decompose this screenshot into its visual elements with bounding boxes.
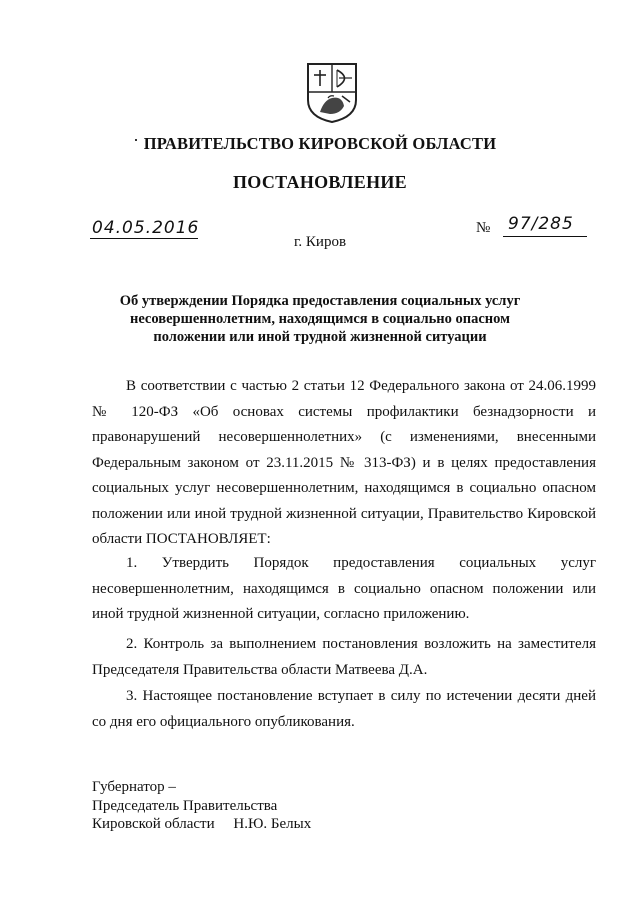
handwritten-date: 04.05.2016	[92, 218, 200, 238]
document-type: ПОСТАНОВЛЕНИЕ	[233, 172, 407, 192]
handwritten-number: 97/285	[508, 214, 574, 234]
signature-block	[92, 778, 311, 834]
signer-title-line-3: Кировской области Н.Ю. Белых	[92, 816, 312, 832]
signer-title-line-2: Председатель Правительства	[92, 797, 278, 814]
signer-title-line-1: Губернатор –	[92, 779, 176, 795]
resolution-item-3: 3. Настоящее постановление вступает в силу по истечении десяти дней со дня его официального опубликования.	[92, 688, 596, 730]
number-underline	[503, 236, 587, 237]
preamble-paragraph: В соответствии с частью 2 статьи 12 Федерального закона от 24.06.1999 № 120-ФЗ «Об основах системы профилактики безнадзорности и правонарушений несовершеннолетних» (с изменениями, внесенными Федеральным законом от 23.11.2015 № 313-ФЗ) и в целях предоставления социальных услуг несовершеннолетним, находящимся в социально опасном положении или иной трудной жизненной ситуации, Правительство Кировской области ПОСТАНОВЛЯЕТ:	[92, 378, 596, 547]
document-title: Об утверждении Порядка предоставления социальных услуг несовершеннолетним, находящимся в социально опасном положении или иной трудной жизненной ситуации	[119, 293, 521, 345]
government-name: ПРАВИТЕЛЬСТВО КИРОВСКОЙ ОБЛАСТИ	[143, 134, 497, 153]
resolution-item-2: 2. Контроль за выполнением постановления возложить на заместителя Председателя Правительства области Матвеева Д.А.	[92, 636, 596, 678]
resolution-item-1: 1. Утвердить Порядок предоставления социальных услуг несовершеннолетним, находящимся в социально опасном положении или иной трудной жизненной ситуации, согласно приложению.	[92, 555, 596, 622]
coat-of-arms-emblem	[306, 62, 358, 124]
number-sign: №	[476, 220, 491, 236]
city: г. Киров	[293, 234, 347, 250]
